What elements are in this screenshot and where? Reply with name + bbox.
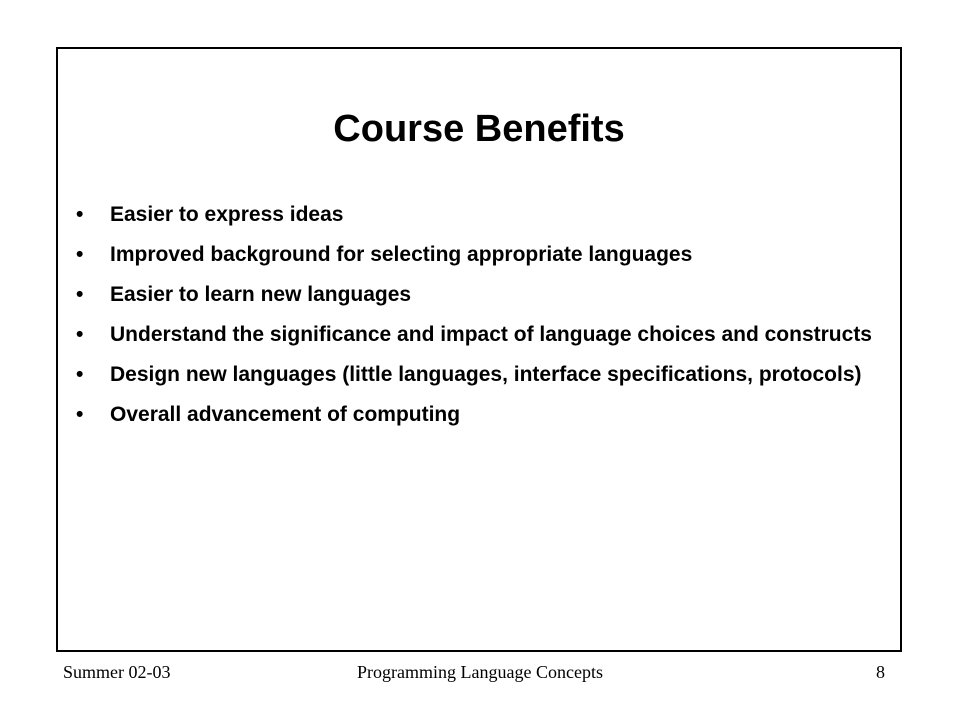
bullet-icon: •	[76, 403, 84, 426]
bullet-list	[76, 201, 876, 441]
footer-page-number: 8	[876, 662, 885, 682]
list-item	[76, 401, 876, 428]
bullet-text: Understand the significance and impact of language choices and constructs	[110, 323, 872, 346]
footer-course-title: Programming Language Concepts	[357, 662, 603, 682]
slide-frame	[56, 47, 902, 652]
list-item	[76, 361, 876, 388]
bullet-icon: •	[76, 203, 84, 226]
slide-title: Course Benefits	[333, 108, 625, 150]
bullet-text: Improved background for selecting appropriate languages	[110, 243, 693, 266]
bullet-text: Easier to learn new languages	[110, 283, 412, 306]
bullet-text: Design new languages (little languages, interface specifications, protocols)	[110, 363, 862, 386]
list-item	[76, 321, 876, 348]
list-item	[76, 241, 876, 268]
bullet-icon: •	[76, 323, 84, 346]
bullet-text: Overall advancement of computing	[110, 403, 461, 426]
bullet-text: Easier to express ideas	[110, 203, 344, 226]
list-item	[76, 281, 876, 308]
bullet-icon: •	[76, 243, 84, 266]
footer-date: Summer 02-03	[63, 662, 171, 682]
bullet-icon: •	[76, 363, 84, 386]
list-item	[76, 201, 876, 228]
bullet-icon: •	[76, 283, 84, 306]
